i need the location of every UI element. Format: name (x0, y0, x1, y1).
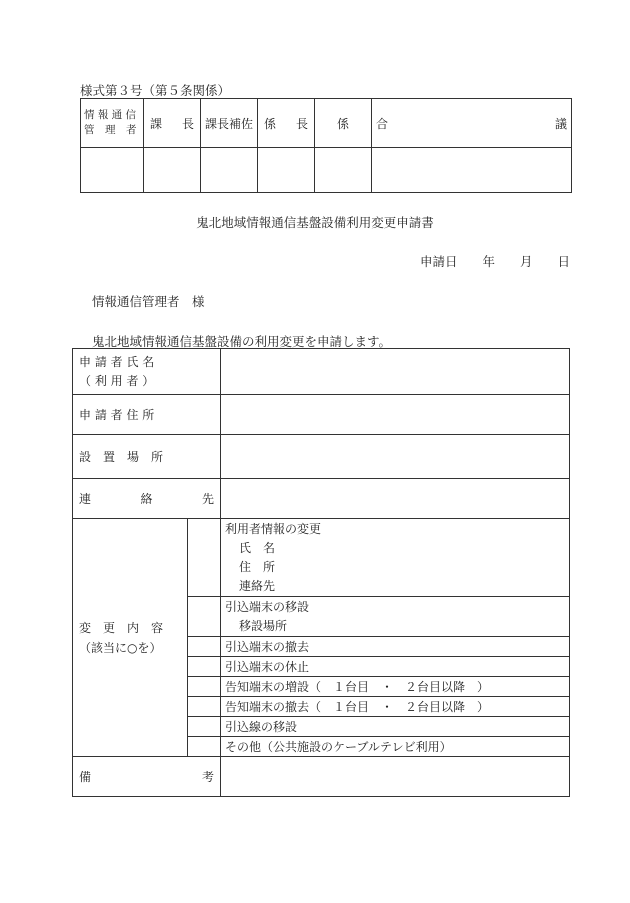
label-applicant-address: 申 請 者 住 所 (73, 395, 221, 435)
approval-header-manager (81, 99, 144, 148)
circle-cell[interactable] (188, 519, 221, 597)
contact-m: 絡 (140, 492, 153, 506)
user-info-label: 利用者情報の変更 (225, 521, 322, 536)
form-number-label: 様式第３号（第５条関係） (80, 83, 231, 98)
row-applicant-address (73, 395, 570, 435)
document-title: 鬼北地域情報通信基盤設備利用変更申請書 (196, 215, 434, 230)
chief-l: 課 (150, 116, 163, 131)
row-applicant-name (73, 349, 570, 395)
move-location-label: 移設場所 (239, 618, 288, 633)
contact-l: 連 (79, 492, 92, 506)
option-remove-notify-terminal: 告知端末の撤去（ １台目 ・ ２台目以降 ） (221, 697, 570, 717)
application-date: 申請日 年 月 日 (419, 254, 570, 269)
remarks-l: 備 (79, 770, 92, 784)
stamp-cell[interactable] (144, 148, 201, 193)
option-other: その他（公共施設のケーブルテレビ利用） (221, 737, 570, 757)
row-install-location (73, 435, 570, 479)
user-name-label: 氏 名 (239, 540, 276, 555)
approval-header-consultation (372, 99, 572, 148)
label-change-content (73, 519, 188, 757)
manager-line1: 情 報 通 信 (84, 109, 137, 121)
chief-r: 長 (181, 116, 194, 131)
recipient: 情報通信管理者 様 (92, 294, 205, 309)
field-contact[interactable] (221, 479, 570, 519)
option-suspend-terminal: 引込端末の休止 (221, 657, 570, 677)
approval-header-subsection-chief (258, 99, 315, 148)
user-contact-label: 連絡先 (239, 578, 276, 593)
field-install-location[interactable] (221, 435, 570, 479)
circle-cell[interactable] (188, 737, 221, 757)
option-user-info (221, 519, 570, 597)
label-applicant-name (73, 349, 221, 395)
option-remove-terminal: 引込端末の撤去 (221, 637, 570, 657)
stamp-cell[interactable] (81, 148, 144, 193)
label-contact (73, 479, 221, 519)
circle-cell[interactable] (188, 697, 221, 717)
approval-header-staff: 係 (315, 99, 372, 148)
row-remarks (73, 757, 570, 797)
user-address-label: 住 所 (239, 559, 276, 574)
move-terminal-label: 引込端末の移設 (225, 599, 310, 614)
field-applicant-address[interactable] (221, 395, 570, 435)
circle-cell[interactable] (188, 597, 221, 637)
subchief-l: 係 (264, 116, 277, 131)
circle-cell[interactable] (188, 717, 221, 737)
circle-cell[interactable] (188, 677, 221, 697)
stamp-cell[interactable] (372, 148, 572, 193)
change-label-line2: （該当に○を） (79, 640, 162, 655)
stamp-cell[interactable] (201, 148, 258, 193)
manager-line2: 管 理 者 (84, 124, 137, 136)
option-move-terminal (221, 597, 570, 637)
intro-text: 鬼北地域情報通信基盤設備の利用変更を申請します。 (92, 334, 392, 349)
name-label-line1: 申 請 者 氏 名 (79, 354, 155, 369)
approval-header-section-chief (144, 99, 201, 148)
row-contact (73, 479, 570, 519)
stamp-cell[interactable] (315, 148, 372, 193)
approval-stamp-row (81, 148, 572, 193)
approval-header-row (81, 99, 572, 148)
approval-stamp-table (80, 98, 572, 193)
field-remarks[interactable] (221, 757, 570, 797)
circle-cell[interactable] (188, 657, 221, 677)
consult-l: 合 (376, 116, 389, 131)
approval-header-deputy: 課長補佐 (201, 99, 258, 148)
field-applicant-name[interactable] (221, 349, 570, 395)
label-remarks (73, 757, 221, 797)
contact-r: 先 (201, 492, 214, 506)
change-label-line1: 変 更 内 容 (79, 620, 164, 635)
stamp-cell[interactable] (258, 148, 315, 193)
circle-cell[interactable] (188, 637, 221, 657)
application-table (72, 348, 570, 797)
option-move-line: 引込線の移設 (221, 717, 570, 737)
change-option-row (73, 519, 570, 597)
label-install-location: 設 置 場 所 (73, 435, 221, 479)
subchief-r: 長 (295, 116, 308, 131)
consult-r: 議 (554, 116, 567, 131)
option-add-notify-terminal: 告知端末の増設（ １台目 ・ ２台目以降 ） (221, 677, 570, 697)
name-label-line2: （ 利 用 者 ） (79, 373, 155, 388)
remarks-r: 考 (201, 770, 214, 784)
